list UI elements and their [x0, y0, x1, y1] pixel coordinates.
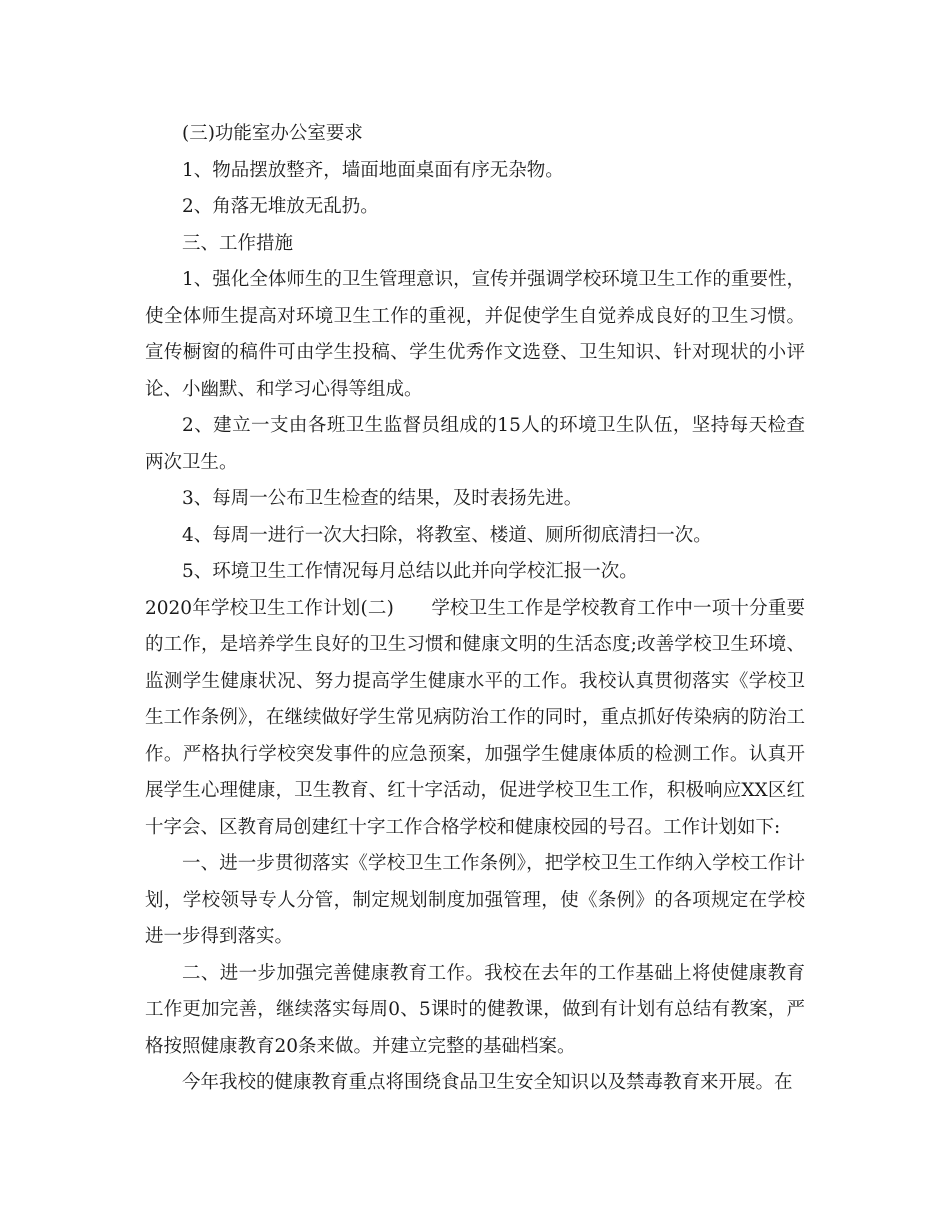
paragraph-plan-intro: 2020年学校卫生工作计划(二) 学校卫生工作是学校教育工作中一项十分重要的工作，是培养学生良好的卫生习惯和健康文明的生活态度;改善学校卫生环境、监测学生健康状况、努力提高学生健康水平的工作。我校认真贯彻落实《学校卫生工作条例》，在继续做好学生常见病防治工作的同时，重点抓好传染病的防治工作。严格执行学校突发事件的应急预案，加强学生健康体质的检测工作。认真开展学生心理健康，卫生教育、红十字活动，促进学校卫生工作，积极响应XX区红十字会、区教育局创建红十字工作合格学校和健康校园的号召。工作计划如下: [145, 597, 805, 838]
paragraph-item: 4、每周一进行一次大扫除，将教室、楼道、厕所彻底清扫一次。 [182, 524, 712, 546]
paragraph-item: 2、建立一支由各班卫生监督员组成的15人的环境卫生队伍，坚持每天检查两次卫生。 [145, 415, 805, 473]
paragraph-item: 3、每周一公布卫生检查的结果，及时表扬先进。 [182, 488, 583, 509]
document-body [145, 116, 805, 1102]
paragraph-item: 5、环境卫生工作情况每月总结以此并向学校汇报一次。 [182, 561, 638, 582]
paragraph-item: 2、角落无堆放无乱扔。 [182, 196, 379, 217]
paragraph-item: 今年我校的健康教育重点将围绕食品卫生安全知识以及禁毒教育来开展。在 [182, 1072, 793, 1093]
paragraph-item: 1、物品摆放整齐，墙面地面桌面有序无杂物。 [182, 159, 564, 181]
paragraph-item: 一、进一步贯彻落实《学校卫生工作条例》，把学校卫生工作纳入学校工作计划，学校领导专人分管，制定规划制度加强管理，使《条例》的各项规定在学校进一步得到落实。 [145, 853, 805, 947]
paragraph-item: 1、强化全体师生的卫生管理意识，宣传并强调学校环境卫生工作的重要性，使全体师生提高对环境卫生工作的重视，并促使学生自觉养成良好的卫生习惯。宣传橱窗的稿件可由学生投稿、学生优秀作文选登、卫生知识、针对现状的小评论、小幽默、和学习心得等组成。 [145, 269, 805, 400]
subheading-function-room: (三)功能室办公室要求 [182, 123, 363, 144]
section-heading-work-measures: 三、工作措施 [182, 232, 294, 254]
paragraph-item: 二、进一步加强完善健康教育工作。我校在去年的工作基础上将使健康教育工作更加完善，继续落实每周0、5课时的健教课，做到有计划有总结有教案，严格按照健康教育20条来做。并建立完整的基础档案。 [145, 962, 805, 1057]
